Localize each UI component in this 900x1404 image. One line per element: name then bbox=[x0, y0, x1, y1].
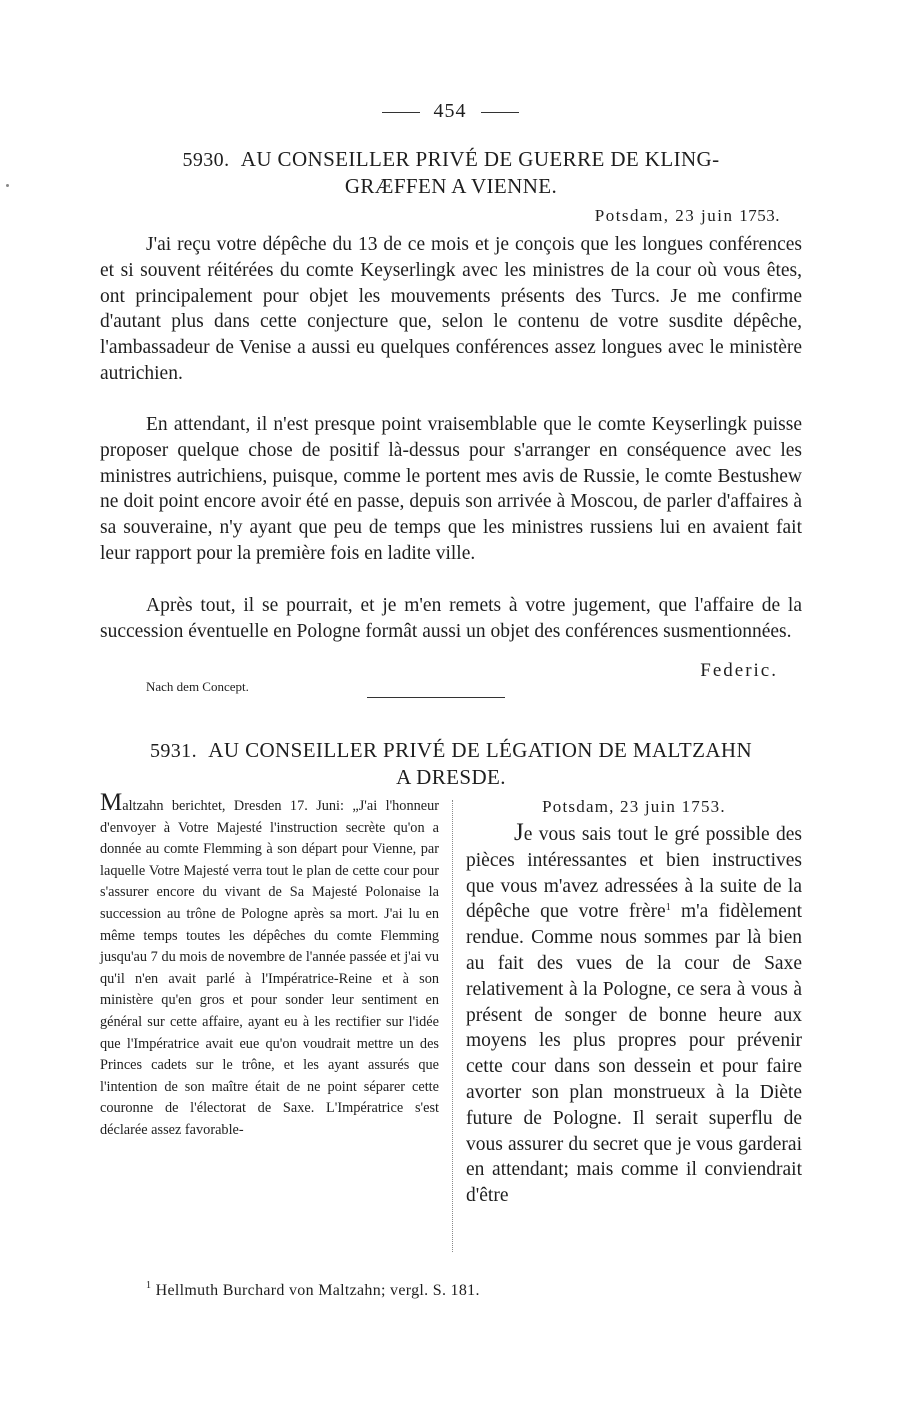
footnote bbox=[146, 1282, 480, 1300]
letter-5930-paragraph-1-text: J'ai reçu votre dépêche du 13 de ce mois et je conçois que les longues conférences et si souvent réitérées du comte Keyserlingk avec les ministres de la cour où vous êtes, ont principalement pour objet les mouvements présents des Turcs. Je me confirme d'autant plus dans cette conjecture que, selon le contenu de votre susdite dépêche, l'ambassadeur de Venise a aussi eu quelques conférences assez longues avec le ministère autrichien. bbox=[100, 234, 802, 384]
footnote-marker: 1 bbox=[146, 1280, 152, 1291]
footnote-text: Hellmuth Burchard von Maltzahn; vergl. S. 181. bbox=[155, 1282, 480, 1299]
footnote-reference: 1 bbox=[665, 902, 671, 914]
letter-5930-paragraph-3-text: Après tout, il se pourrait, et je m'en remets à votre jugement, que l'affaire de la succession éventuelle en Pologne formât aussi un objet des conférences susmentionnées. bbox=[100, 595, 802, 642]
king-reply bbox=[466, 820, 802, 1209]
maltzahn-report-initial: M bbox=[100, 789, 123, 816]
page-number-rule-left bbox=[382, 112, 420, 113]
page-number bbox=[0, 100, 900, 123]
page-number-text: 454 bbox=[433, 100, 467, 122]
letter-5930-source: Nach dem Concept. bbox=[146, 679, 249, 694]
letter-5930-dateline bbox=[595, 206, 780, 226]
letter-5930-paragraph-1 bbox=[100, 232, 802, 387]
section-divider bbox=[367, 697, 505, 698]
letter-5931-number: 5931. bbox=[149, 740, 197, 762]
maltzahn-report bbox=[100, 789, 439, 1142]
letter-5930-paragraph-2-text: En attendant, il n'est presque point vraisemblable que le comte Keyserlingk puisse proposer quelque chose de positif là-dessus pour s'arranger en conséquence avec les ministres autrichiens, puisque, comme le portent mes avis de Russie, le comte Bestushew ne doit point encore avoir été en passe, depuis son arrivée à Moscou, de parler d'affaires à sa souveraine, n'y ayant que peu de temps que les ministres russiens lui en avaient fait leur rapport pour la première fois en ladite ville. bbox=[100, 414, 802, 564]
letter-5931-place: Potsdam, bbox=[542, 797, 615, 816]
margin-speck bbox=[6, 184, 9, 187]
letter-5930-signature: Federic. bbox=[700, 660, 778, 681]
letter-5931-dateline bbox=[466, 797, 802, 817]
letter-5930-heading-line1 bbox=[100, 146, 802, 173]
letter-5930-heading bbox=[100, 146, 802, 199]
letter-5930-place: Potsdam, bbox=[594, 206, 670, 225]
letter-5931-heading-line2: A DRESDE. bbox=[396, 765, 506, 789]
letter-5931-heading-line1 bbox=[100, 737, 802, 764]
letter-5930-paragraph-3 bbox=[100, 593, 802, 645]
letter-5931-title-1: AU CONSEILLER PRIVÉ DE LÉGATION DE MALTZAHN bbox=[208, 738, 753, 762]
letter-5931-date: 23 juin 1753. bbox=[620, 797, 726, 816]
letter-5931-heading bbox=[100, 737, 802, 790]
letter-5930-year: 1753. bbox=[739, 206, 780, 225]
king-reply-text-1: e vous sais tout le gré possible des pièces intéressantes et bien instructives que vous m'avez adressées à la suite de la dépêche que votre frère bbox=[466, 824, 802, 923]
letter-5930-date: 23 juin bbox=[675, 206, 734, 225]
letter-5930-paragraph-2 bbox=[100, 412, 802, 567]
letter-5930-title-1: AU CONSEILLER PRIVÉ DE GUERRE DE KLING- bbox=[240, 147, 720, 171]
column-separator bbox=[452, 800, 453, 1252]
king-reply-text-2: m'a fidèlement rendue. Comme nous sommes par là bien au fait des vues de la cour de Saxe relativement à la Pologne, ce sera à vous à présent de songer de bonne heure aux moyens les plus propres pour prévenir cette cour dans son dessein et pour faire avorter son plan monstrueux à la Diète future de Pologne. Il serait superflu de vous assurer du secret que je vous garderai en attendant; mais comme il conviendrait d'être bbox=[466, 901, 802, 1207]
letter-5930-number: 5930. bbox=[182, 149, 230, 171]
maltzahn-report-text: altzahn berichtet, Dresden 17. Juni: „J'ai l'honneur d'envoyer à Votre Majesté l'instruction secrète qu'on a donnée au comte Flemming à son départ pour Vienne, par laquelle Votre Majesté verra tout le plan de cette cour pour s'assurer encore du vivant de Sa Majesté Polonaise la succession au trône de Pologne après sa mort. J'ai lu en même temps toutes les dépêches du comte Flemming jusqu'au 7 du mois de novembre de l'année passée et j'ai vu qu'il n'en avait parlé à l'Impératrice-Reine et à son ministère qu'en gros et pour sonder leur sentiment en général sur cette affaire, ayant eu à les rectifier sur l'idée que l'Impératrice avait eue qu'on voudrait mettre un des Princes cadets sur le trône, et les ayant assurés que l'intention de son maître était de ne point séparer cette couronne de l'électorat de Saxe. L'Impératrice s'est déclarée assez favorable- bbox=[100, 798, 439, 1138]
king-reply-initial: J bbox=[514, 819, 524, 846]
letter-5930-heading-line2: GRÆFFEN A VIENNE. bbox=[344, 174, 558, 198]
page-number-rule-right bbox=[481, 112, 519, 113]
